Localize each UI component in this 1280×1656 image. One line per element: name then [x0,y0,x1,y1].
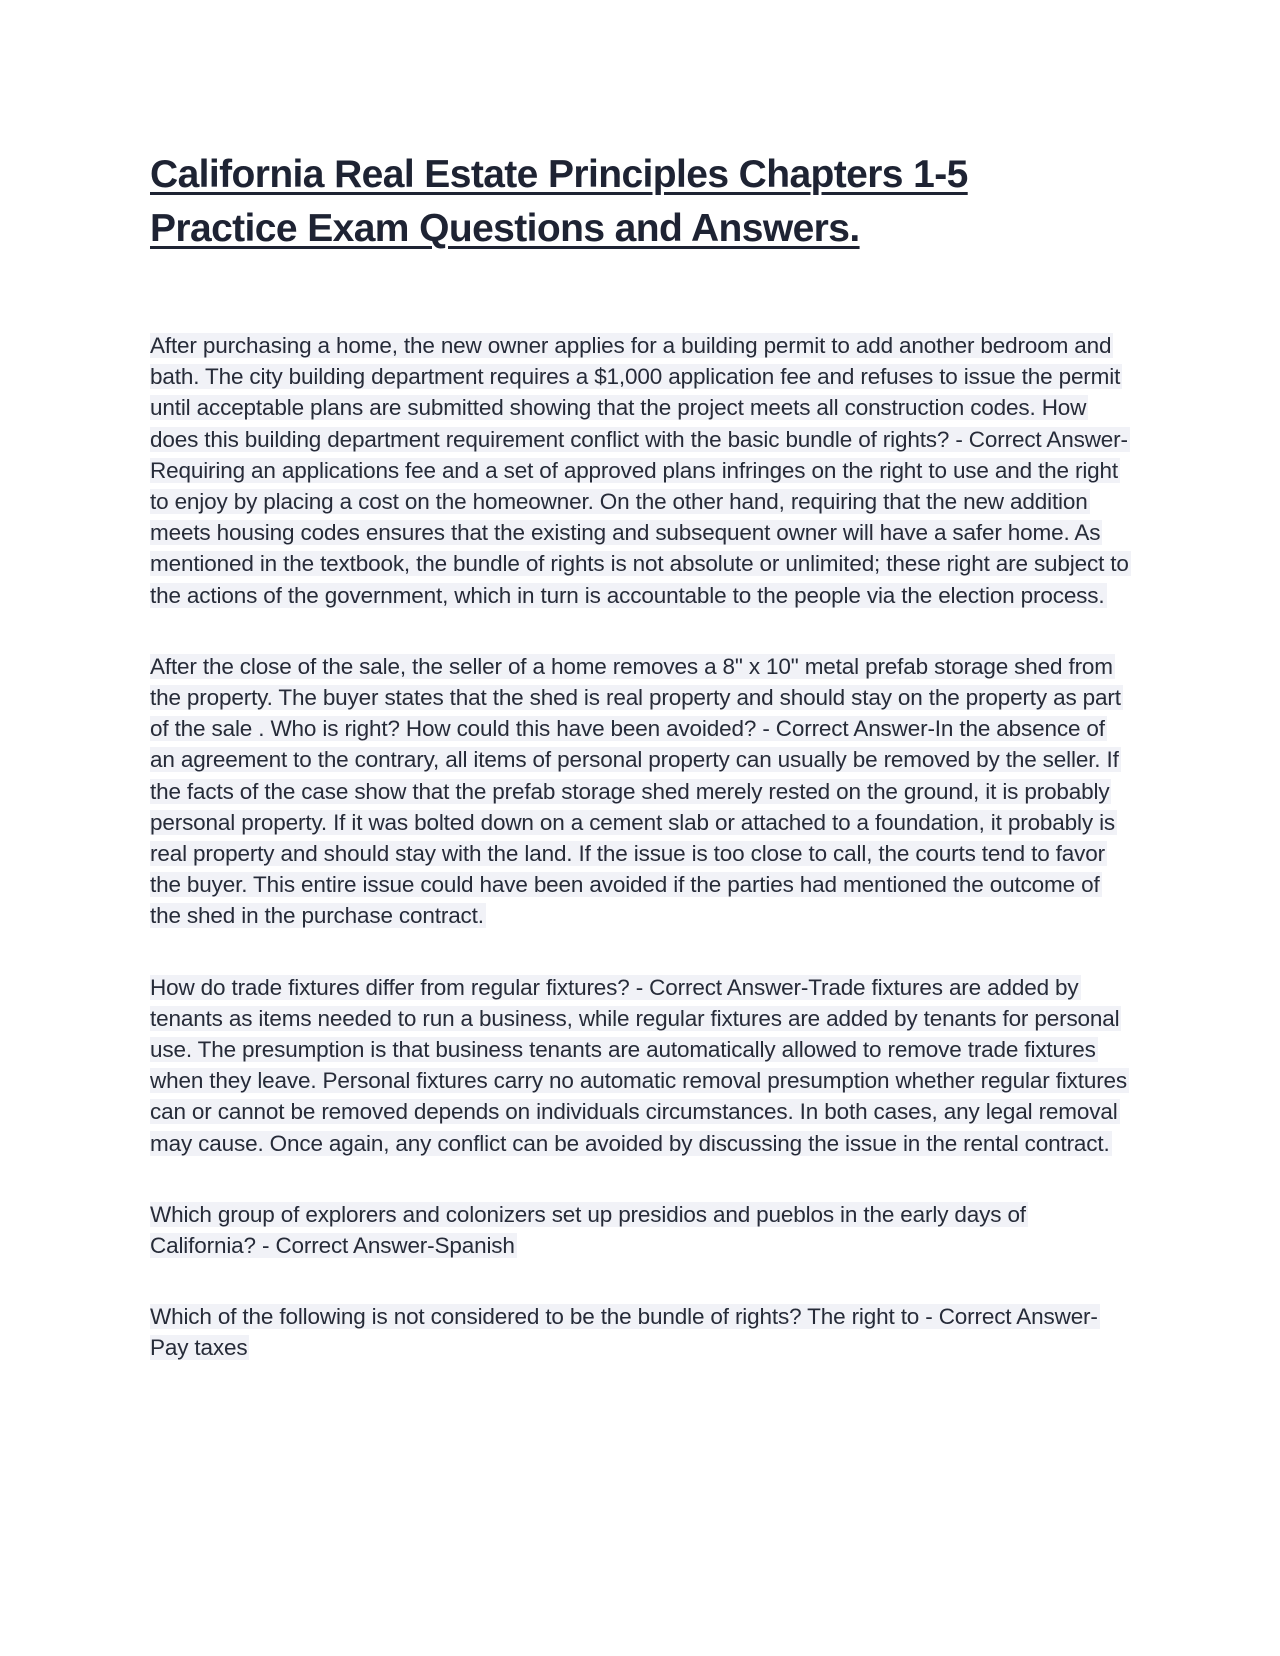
document-title-line-2: Practice Exam Questions and Answers. [150,207,860,250]
qa-item-text: After purchasing a home, the new owner applies for a building permit to add another bedroom and bath. The city building department requires a $1,000 application fee and refuses to issue the permit until acceptable plans are submitted showing that the project meets all construction codes. How does this building department requirement conflict with the basic bundle of rights? - Correct Answer-Requiring an applications fee and a set of approved plans infringes on the right to use and the right to enjoy by placing a cost on the homeowner. On the other hand, requiring that the new addition meets housing codes ensures that the existing and subsequent owner will have a safer home. As mentioned in the textbook, the bundle of rights is not absolute or unlimited; these right are subject to the actions of the government, which in turn is accountable to the people via the election process. [150,333,1129,608]
qa-item [150,330,1130,611]
qa-item-text: How do trade fixtures differ from regular fixtures? - Correct Answer-Trade fixtures are added by tenants as items needed to run a business, while regular fixtures are added by tenants for personal use. The presumption is that business tenants are automatically allowed to remove trade fixtures when they leave. Personal fixtures carry no automatic removal presumption whether regular fixtures can or cannot be removed depends on individuals circumstances. In both cases, any legal removal may cause. Once again, any conflict can be avoided by discussing the issue in the rental contract. [150,974,1128,1156]
qa-item-text: After the close of the sale, the seller of a home removes a 8" x 10" metal prefab storage shed from the property. The buyer states that the shed is real property and should stay on the property as part of the sale . Who is right? How could this have been avoided? - Correct Answer-In the absence of an agreement to the contrary, all items of personal property can usually be removed by the seller. If the facts of the case show that the prefab storage shed merely rested on the ground, it is probably personal property. If it was bolted down on a cement slab or attached to a foundation, it probably is real property and should stay with the land. If the issue is too close to call, the courts tend to favor the buyer. This entire issue could have been avoided if the parties had mentioned the outcome of the shed in the purchase contract. [150,653,1121,929]
document-title-line-1: California Real Estate Principles Chapters 1-5 [150,153,968,196]
document-title [150,148,1130,256]
qa-item-text: Which of the following is not considered to be the bundle of rights? The right to - Correct Answer-Pay taxes [150,1304,1098,1361]
qa-item [150,1199,1130,1261]
document-page [150,148,1130,1404]
qa-item [150,1301,1130,1363]
qa-item [150,651,1130,932]
qa-item-text: Which group of explorers and colonizers set up presidios and pueblos in the early days of California? - Correct Answer-Spanish [150,1201,1026,1259]
qa-list [150,330,1130,1364]
qa-item [150,972,1130,1159]
